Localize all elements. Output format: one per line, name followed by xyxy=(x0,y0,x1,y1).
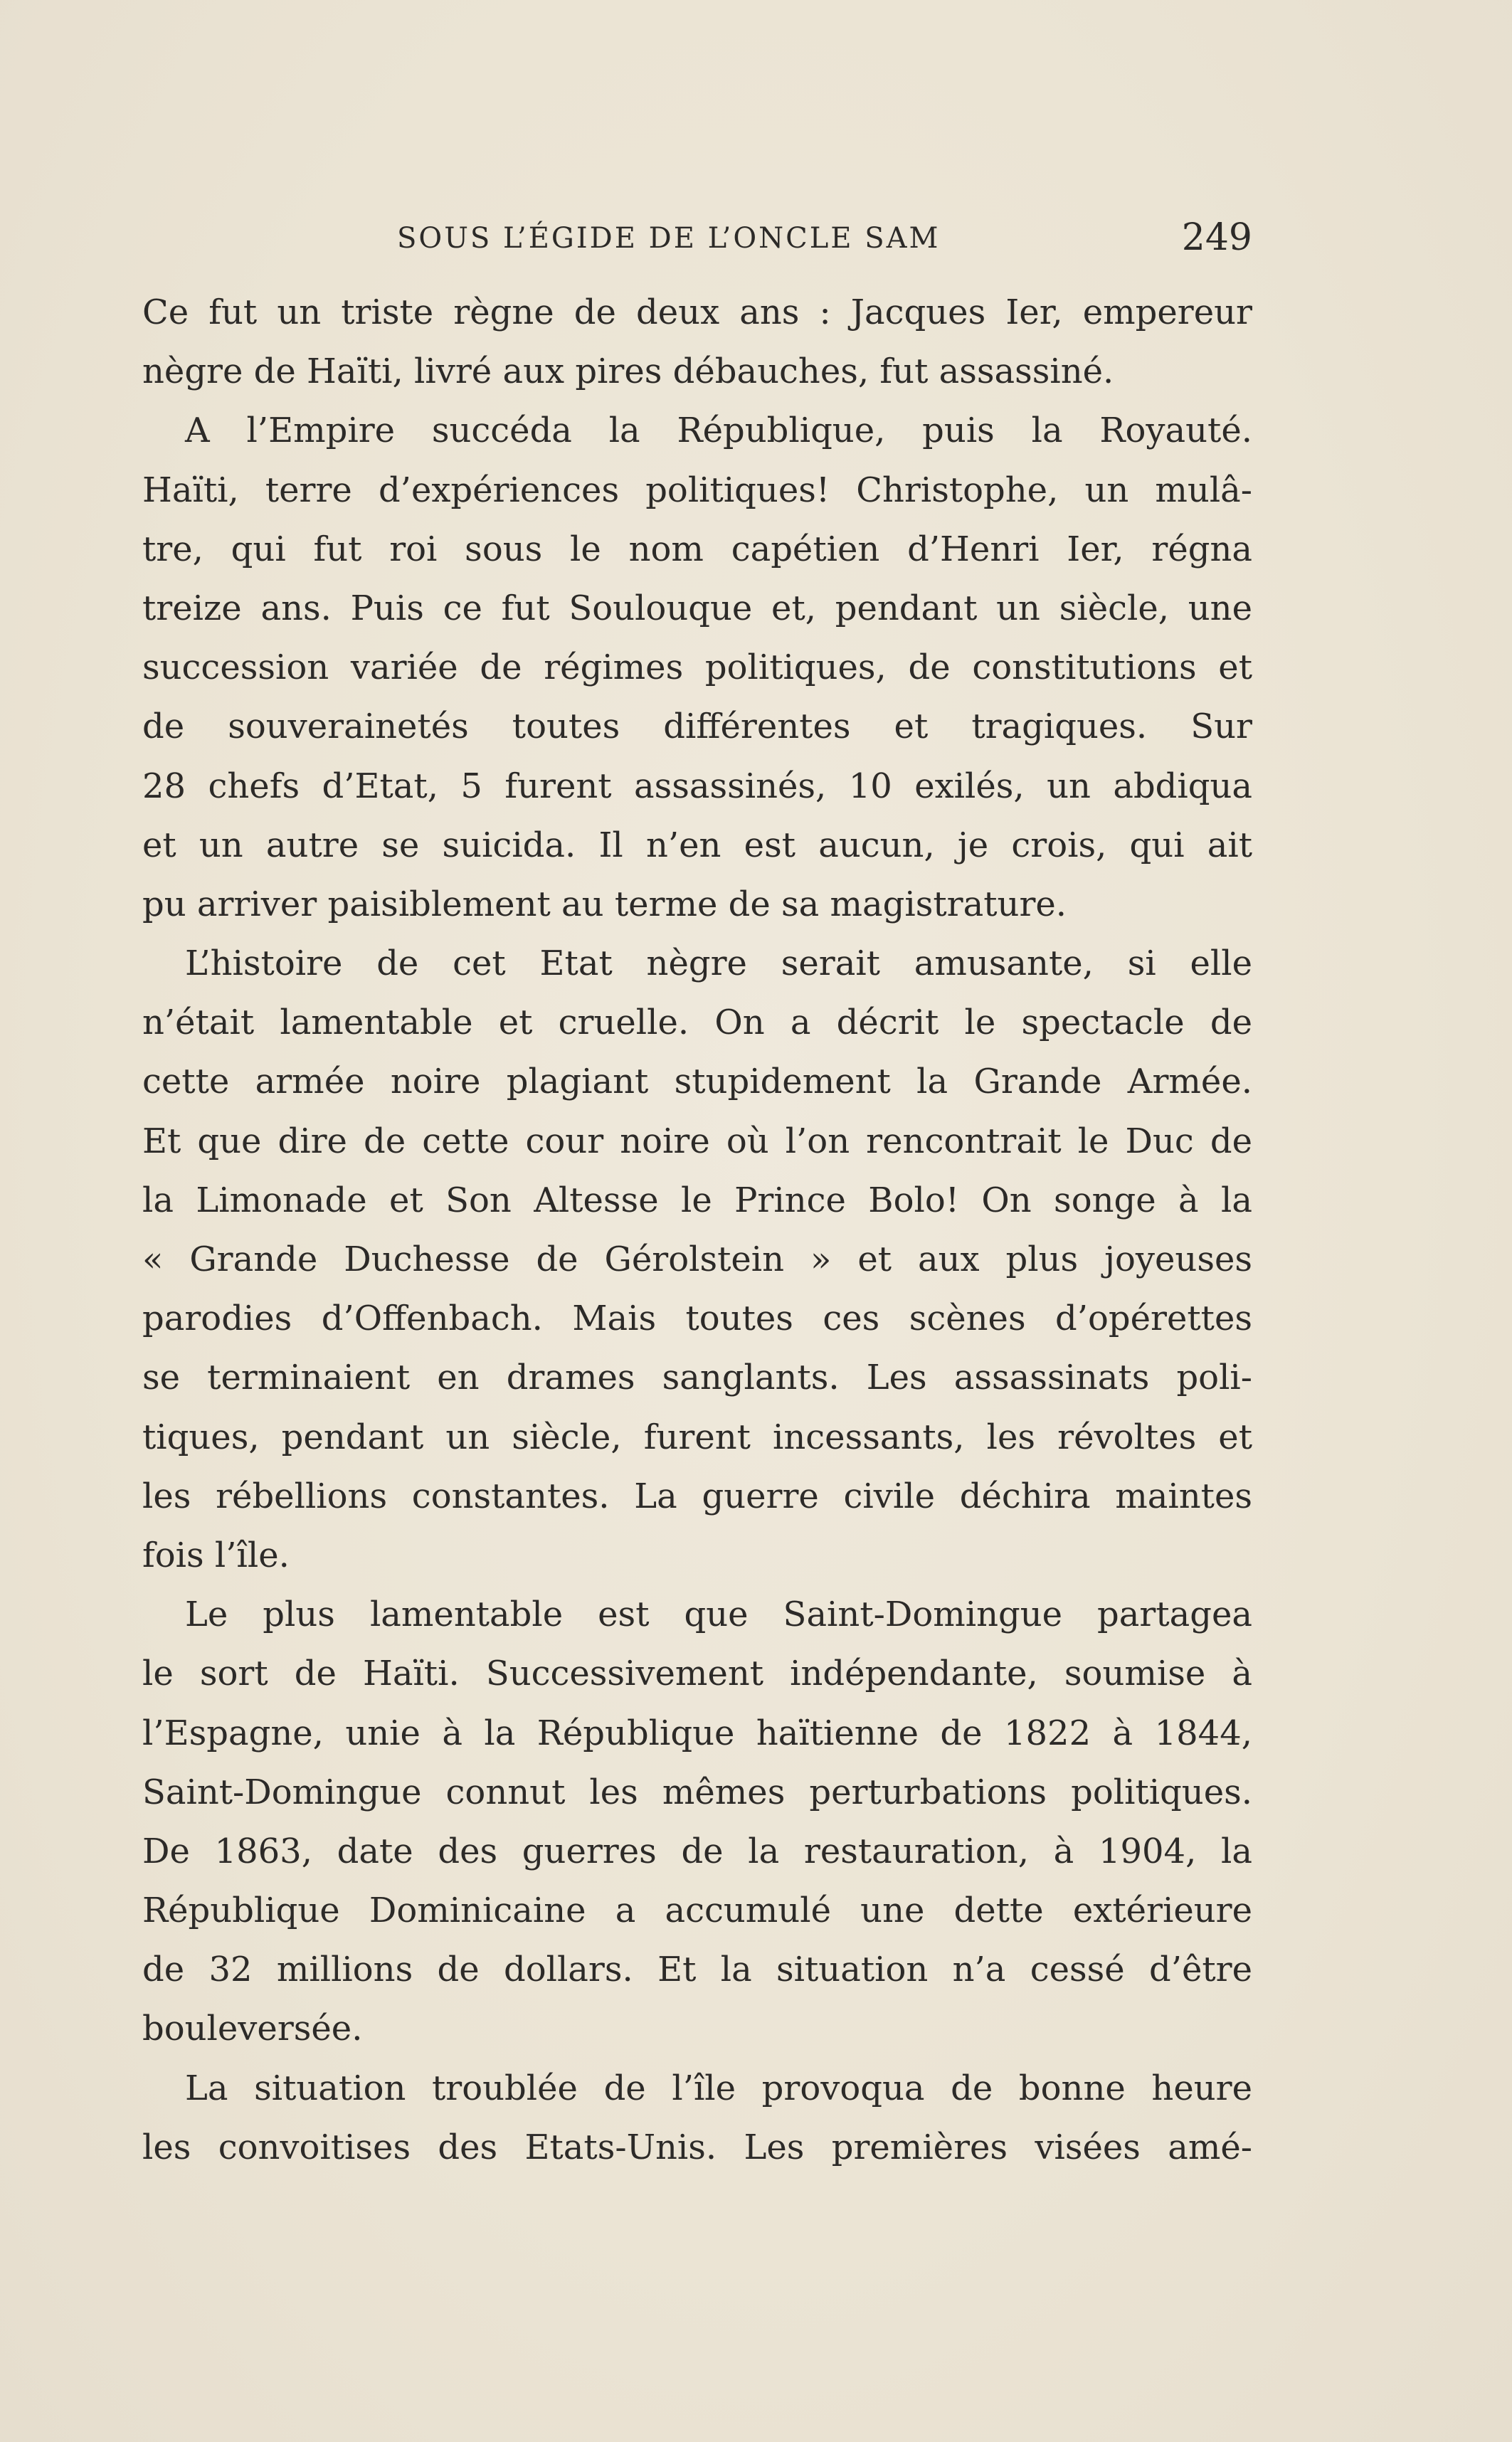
text-line: fois l’île. xyxy=(142,1535,290,1575)
text-line: Et que dire de cette cour noire où l’on rencontrait le Duc de xyxy=(142,1121,1252,1161)
text-line: de 32 millions de dollars. Et la situation n’a cessé d’être xyxy=(142,1950,1252,1990)
text-line: n’était lamentable et cruelle. On a décrit le spectacle de xyxy=(142,1003,1252,1043)
text-line: treize ans. Puis ce fut Soulouque et, pendant un siècle, une xyxy=(142,588,1252,628)
text-line: 28 chefs d’Etat, 5 furent assassinés, 10 exilés, un abdiqua xyxy=(142,766,1252,806)
text-line: l’Espagne, unie à la République haïtienne de 1822 à 1844, xyxy=(142,1713,1252,1753)
text-line: pu arriver paisiblement au terme de sa magistrature. xyxy=(142,884,1067,924)
text-line: Haïti, terre d’expériences politiques! Christophe, un mulâ- xyxy=(142,470,1252,510)
text-line: Le plus lamentable est que Saint-Domingue partagea xyxy=(185,1595,1252,1635)
text-line: Saint-Domingue connut les mêmes perturbations politiques. xyxy=(142,1772,1252,1812)
text-line: L’histoire de cet Etat nègre serait amusante, si elle xyxy=(185,944,1252,984)
text-line: le sort de Haïti. Successivement indépendante, soumise à xyxy=(142,1654,1252,1694)
text-line: tre, qui fut roi sous le nom capétien d’Henri Ier, régna xyxy=(142,529,1252,569)
text-line: nègre de Haïti, livré aux pires débauches, fut assassiné. xyxy=(142,352,1114,392)
body-text xyxy=(142,283,1252,2177)
text-line: tiques, pendant un siècle, furent incessants, les révoltes et xyxy=(142,1417,1252,1457)
text-line: La situation troublée de l’île provoqua de bonne heure xyxy=(185,2068,1252,2108)
text-line: Ce fut un triste règne de deux ans : Jacques Ier, empereur xyxy=(142,292,1252,332)
text-line: se terminaient en drames sanglants. Les assassinats poli- xyxy=(142,1358,1252,1398)
text-line: et un autre se suicida. Il n’en est aucun, je crois, qui ait xyxy=(142,825,1252,865)
page-header xyxy=(142,216,1252,262)
text-line: De 1863, date des guerres de la restauration, à 1904, la xyxy=(142,1831,1252,1871)
text-line: succession variée de régimes politiques, de constitutions et xyxy=(142,648,1252,688)
text-line: République Dominicaine a accumulé une dette extérieure xyxy=(142,1891,1252,1931)
text-line: la Limonade et Son Altesse le Prince Bolo! On songe à la xyxy=(142,1180,1252,1220)
running-head: SOUS L’ÉGIDE DE L’ONCLE SAM xyxy=(397,222,941,255)
page-number: 249 xyxy=(1181,216,1252,259)
text-line: de souverainetés toutes différentes et tragiques. Sur xyxy=(142,707,1252,747)
text-line: A l’Empire succéda la République, puis la Royauté. xyxy=(185,411,1252,451)
text-line: les convoitises des Etats-Unis. Les premières visées amé- xyxy=(142,2127,1252,2167)
text-line: bouleversée. xyxy=(142,2009,363,2049)
text-line: parodies d’Offenbach. Mais toutes ces scènes d’opérettes xyxy=(142,1299,1252,1339)
text-line: « Grande Duchesse de Gérolstein » et aux plus joyeuses xyxy=(142,1240,1252,1279)
text-line: les rébellions constantes. La guerre civile déchira maintes xyxy=(142,1476,1252,1516)
text-line: cette armée noire plagiant stupidement la Grande Armée. xyxy=(142,1062,1252,1102)
